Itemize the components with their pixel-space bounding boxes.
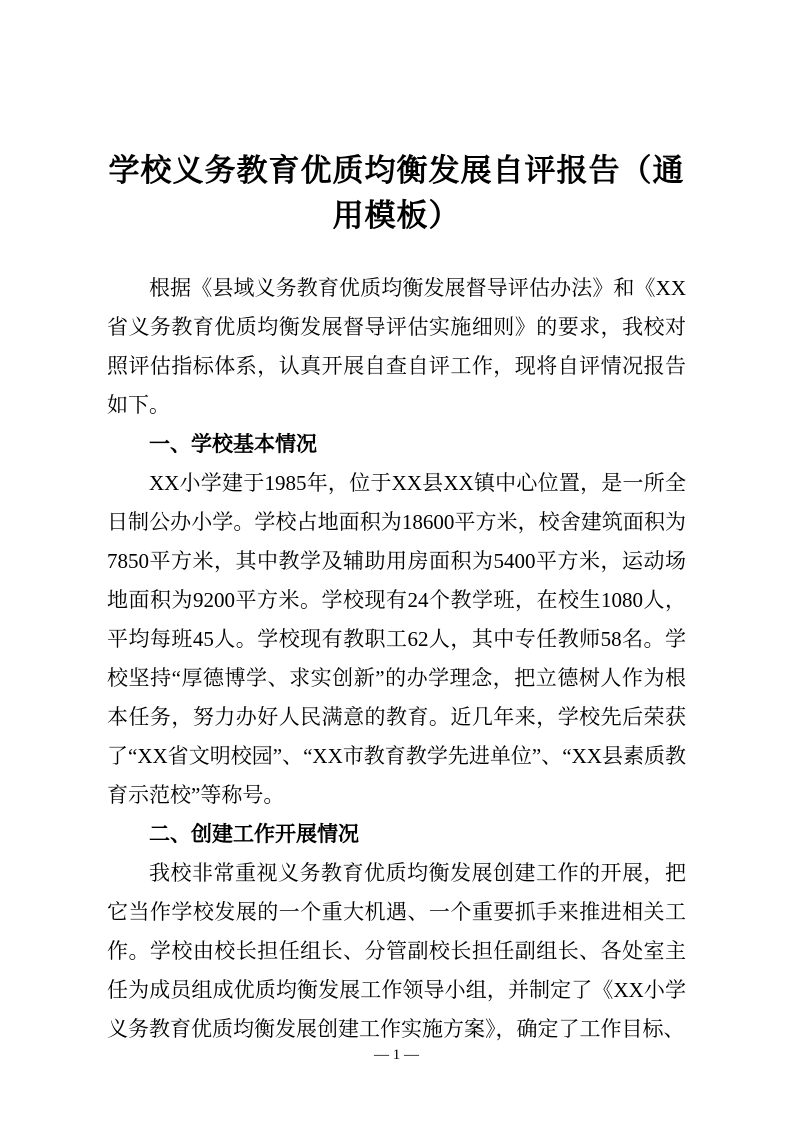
section-1-body: XX小学建于1985年，位于XX县XX镇中心位置，是一所全日制公办小学。学校占地面积为18600平方米，校舍建筑面积为7850平方米，其中教学及辅助用房面积为5400平方米，运动场地面积为9200平方米。学校现有24个教学班，在校生1080人，平均每班45人。学校现有教职工62人，其中专任教师58名。学校坚持“厚德博学、求实创新”的办学理念，把立德树人作为根本任务，努力办好人民满意的教育。近几年来，学校先后荣获了“XX省文明校园”、“XX市教育教学先进单位”、“XX县素质教育示范校”等称号。: [107, 471, 686, 807]
intro-paragraph: 根据《县域义务教育优质均衡发展督导评估办法》和《XX省义务教育优质均衡发展督导评估实施细则》的要求，我校对照评估指标体系，认真开展自查自评工作，现将自评情况报告如下。: [107, 276, 686, 417]
page-number: — 1 —: [374, 1047, 419, 1063]
section-2-body: 我校非常重视义务教育优质均衡发展创建工作的开展，把它当作学校发展的一个重大机遇、一个重要抓手来推进相关工作。学校由校长担任组长、分管副校长担任副组长、各处室主任为成员组成优质均衡发展工作领导小组，并制定了《XX小学义务教育优质均衡发展创建工作实施方案》，确定了工作目标、: [107, 861, 686, 1041]
document-title: 学校义务教育优质均衡发展自评报告（通用模板）: [108, 153, 685, 233]
section-2-heading: 二、创建工作开展情况: [149, 822, 359, 846]
section-1-heading: 一、学校基本情况: [149, 432, 317, 456]
